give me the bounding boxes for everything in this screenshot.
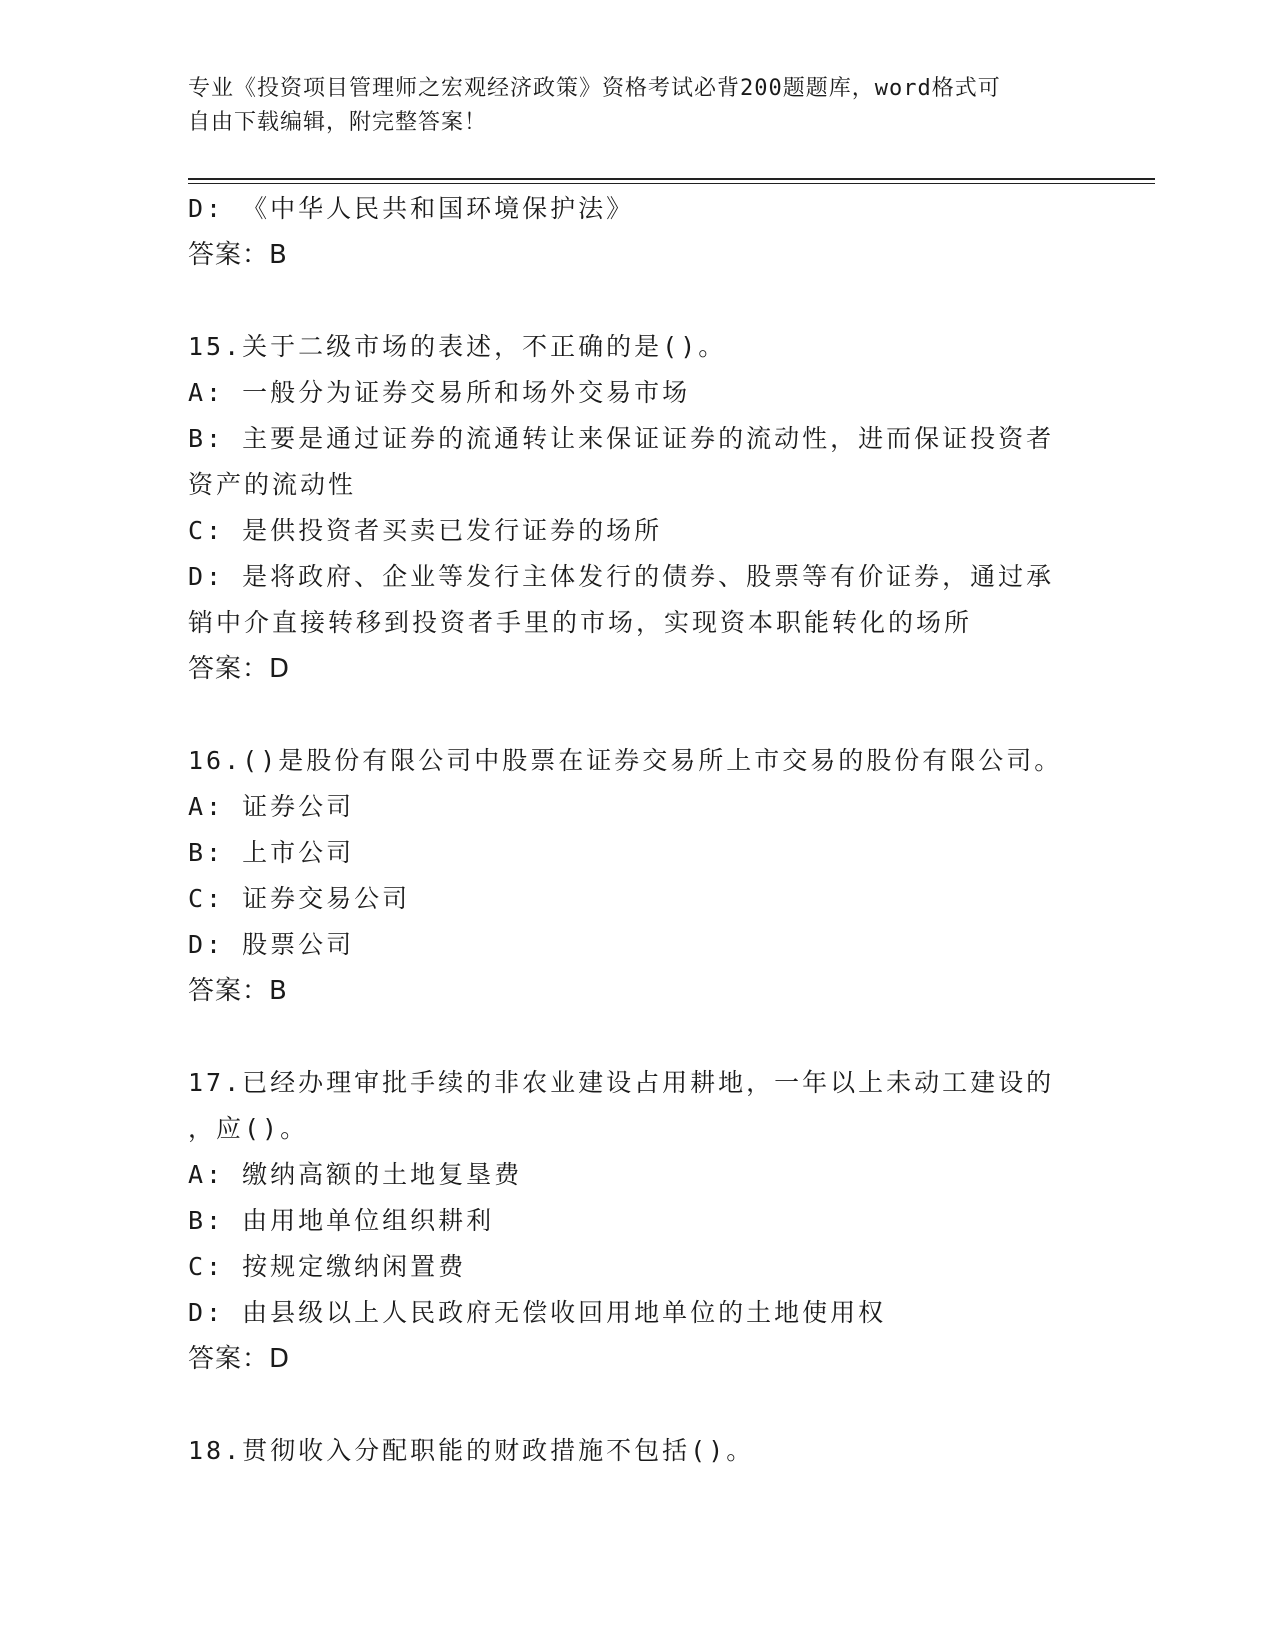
answer-line: 答案：B bbox=[188, 240, 288, 270]
answer-line: 答案：D bbox=[188, 654, 291, 684]
option-b-continued: 资产的流动性 bbox=[188, 470, 357, 499]
option-d: D: 是将政府、企业等发行主体发行的债券、股票等有价证券，通过承 bbox=[188, 562, 1055, 591]
question-list bbox=[188, 186, 1088, 1474]
option-c: C: 按规定缴纳闲置费 bbox=[188, 1252, 467, 1281]
header-line-1: 专业《投资项目管理师之宏观经济政策》资格考试必背200题题库，word格式可 bbox=[188, 76, 1001, 101]
answer-line: 答案：B bbox=[188, 976, 288, 1006]
question-14 bbox=[188, 186, 1088, 278]
option-d: D: 《中华人民共和国环境保护法》 bbox=[188, 194, 635, 223]
option-a: A: 一般分为证券交易所和场外交易市场 bbox=[188, 378, 691, 407]
option-a: A: 证券公司 bbox=[188, 792, 355, 821]
question-stem: 15.关于二级市场的表述，不正确的是()。 bbox=[188, 332, 727, 361]
option-d: D: 股票公司 bbox=[188, 930, 355, 959]
question-15 bbox=[188, 324, 1088, 692]
option-a: A: 缴纳高额的土地复垦费 bbox=[188, 1160, 523, 1189]
page-header bbox=[188, 72, 1078, 140]
option-c: C: 是供投资者买卖已发行证券的场所 bbox=[188, 516, 663, 545]
question-stem: 17.已经办理审批手续的非农业建设占用耕地，一年以上未动工建设的 bbox=[188, 1068, 1055, 1097]
option-b: B: 由用地单位组织耕利 bbox=[188, 1206, 495, 1235]
answer-line: 答案：D bbox=[188, 1344, 291, 1374]
option-c: C: 证券交易公司 bbox=[188, 884, 411, 913]
option-b: B: 上市公司 bbox=[188, 838, 355, 867]
question-stem: 16.()是股份有限公司中股票在证券交易所上市交易的股份有限公司。 bbox=[188, 746, 1063, 775]
question-16 bbox=[188, 738, 1088, 1014]
header-line-2: 自由下载编辑，附完整答案！ bbox=[188, 110, 488, 135]
option-d-continued: 销中介直接转移到投资者手里的市场，实现资本职能转化的场所 bbox=[188, 608, 973, 637]
option-b: B: 主要是通过证券的流通转让来保证证券的流动性，进而保证投资者 bbox=[188, 424, 1055, 453]
question-17 bbox=[188, 1060, 1088, 1382]
question-18 bbox=[188, 1428, 1088, 1474]
header-divider bbox=[188, 178, 1155, 180]
question-stem: 18.贯彻收入分配职能的财政措施不包括()。 bbox=[188, 1436, 755, 1465]
question-stem-continued: ，应()。 bbox=[188, 1114, 309, 1143]
header-divider-thin bbox=[188, 183, 1155, 184]
option-d: D: 由县级以上人民政府无偿收回用地单位的土地使用权 bbox=[188, 1298, 887, 1327]
